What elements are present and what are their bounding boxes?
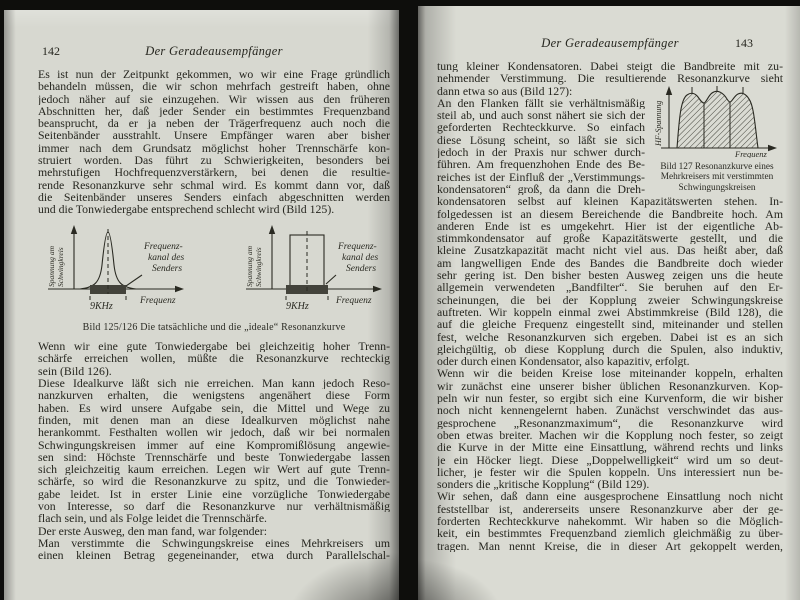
bandwidth-label: 9KHz xyxy=(90,300,113,312)
text-line: führen. Am frequenzhohen Ende des Be- xyxy=(437,158,645,171)
text-line: forderten Rechteckkurve nahekommt. Wir haben so die Möglich- xyxy=(437,514,783,528)
text-line: licher, je fester wir die Spulen koppeln. Uns interessiert nun be- xyxy=(437,465,783,479)
text-line: oben etwas breiter. Machen wir die Kopplung noch fester, so zeigt xyxy=(437,428,783,442)
x-arrow xyxy=(373,285,382,291)
text-line: stimmkondensator auf große Kapazitätswerte gestellt, und die xyxy=(437,232,783,245)
text-line: nanzkurven erhalten, die wenigstens angenähert diese Form xyxy=(38,389,390,402)
text-line: keit, ein bestimmtes Frequenzband ziemlich gleichmäßig zu über- xyxy=(437,527,783,540)
paragraph xyxy=(437,367,783,490)
figure-caption xyxy=(651,162,783,193)
text-line: noch nicht kennengelernt haben. Zunächst verschwindet das aus- xyxy=(437,404,783,417)
text-line: Wenn wir eine gute Tonwiedergabe bei gleichzeitig hoher Trenn- xyxy=(38,340,390,353)
text-line: von Interesse, so darf die Resonanzkurve nur verhältnismäßig xyxy=(38,500,390,513)
text-line: Abschnitten her, daß jeder Sender ein bestimmtes Frequenzband xyxy=(38,104,390,118)
text-line: Wir sehen, daß dann eine ausgesprochene Einsattlung noch nicht xyxy=(437,490,783,503)
text-line: sen sind: Höchste Trennschärfe und beste Tonwiedergabe lassen xyxy=(38,450,390,464)
channel-label: Senders xyxy=(346,263,377,274)
page-header xyxy=(38,44,390,60)
text-line: behandeln müssen, die wir schon mehrfach gestreift haben, ohne xyxy=(38,80,390,93)
text-line: Wenn wir die beiden Kreise lose miteinander koppeln, erhalten xyxy=(437,367,783,380)
text-line: kondensatoren“ groß, da dann die Dreh- xyxy=(437,182,645,196)
text-line: steil ab, und auch sonst nähert sie sich der xyxy=(437,109,645,122)
text-line: folgedessen ist an diesem Bereichende die Bandbreite hoch. Am xyxy=(437,207,783,220)
figure-125-126 xyxy=(38,223,390,335)
x-axis-label: Frequenz xyxy=(336,295,372,306)
running-title: Der Geradeausempfänger xyxy=(145,44,283,58)
text-line: und die Tonwiedergabe entsprechend schlecht wird (Bild 125). xyxy=(38,203,335,216)
text-line: auf die gleiche Frequenz eingestellt sind, miteinander und stellen xyxy=(437,318,783,331)
paragraph xyxy=(38,340,390,377)
text-line: jedoch in der Praxis nur schwer durch- xyxy=(437,146,645,159)
bandfilter-curve-svg xyxy=(651,84,783,158)
text-line: feststellbar ist, andererseits unsere Resonanzkurve aber der ge- xyxy=(437,502,783,515)
text-line: schärfe, so wird die Resonanzkurve zu spitz, und die Tonwieder- xyxy=(38,475,390,488)
text-line: am langwelligen Ende des Bandes die Bandbreite doch wieder xyxy=(437,256,783,270)
text-line: je ein Höcker liegt. Diese „Doppelwelligkeit“ wird um so deut- xyxy=(437,453,783,466)
text-line: Seitenbänder ausstrahlt. Unsere Empfänger waren aber bisher xyxy=(38,129,390,142)
text-line: haben. Es wird unsere Aufgabe sein, die Mittel und Wege zu xyxy=(38,401,390,414)
page-number: 142 xyxy=(42,44,60,58)
text-line: die Kurve in der Mitte eine Einsattlung, während rechts und links xyxy=(437,441,783,454)
paragraph xyxy=(437,97,645,195)
resonance-curves-svg xyxy=(38,223,390,317)
paragraph xyxy=(38,537,390,562)
text-line: reiches ist der Einfluß der „Verstimmungs- xyxy=(437,170,645,183)
text-line: wir zunächst eine unserer bisher üblichen Resonanzkurven. Kop- xyxy=(437,379,783,393)
text-line: jedoch näher auf sie einzugehen. Wir wissen aus den früheren xyxy=(38,92,390,105)
text-line: struiert worden. Das führt zu Schwierigkeiten, besonders bei xyxy=(38,154,390,167)
text-line: Der erste Ausweg, den man fand, war folgender: xyxy=(38,524,267,537)
text-line: Es ist nun der Zeitpunkt gekommen, wo wir eine Frage gründlich xyxy=(38,68,390,81)
y-axis-label: Schwingkreis xyxy=(254,246,263,287)
channel-label: Frequenz- xyxy=(144,241,183,252)
text-line: auftreten. Wir koppeln einmal zwei Abstimmkreise (Bild 128), die xyxy=(437,305,783,319)
right-page xyxy=(418,6,800,600)
paragraph xyxy=(38,68,390,216)
text-line: diese Lösung scheint, so läßt sie sich xyxy=(437,133,645,147)
text-line: anderen Ende ist es umgekehrt. Hier ist der eigentliche Ab- xyxy=(437,219,783,233)
channel-label: Senders xyxy=(152,263,183,274)
running-title: Der Geradeausempfänger xyxy=(541,36,679,50)
y-axis-label: Spannung am xyxy=(245,245,254,287)
text-line: sonders die „kritische Kopplung“ (Bild 129). xyxy=(437,478,650,491)
paragraph xyxy=(437,195,783,367)
text-line: flach sein, und als Folge leidet die Trennschärfe. xyxy=(38,512,268,525)
text-line: tung kleiner Kondensatoren. Dabei steigt die Bandbreite mit zu- xyxy=(437,60,783,73)
text-line: Schwingungskreisen immer auf eine Kompromißlösung angewie- xyxy=(38,438,390,451)
text-line: Man verstimmte die Schwingungskreise eines Mehrkreisers um xyxy=(38,536,390,550)
text-line: sich gleichzeitig kaum erreichen. Legen wir Wert auf gute Trenn- xyxy=(38,463,390,476)
text-line: Diese Idealkurve läßt sich nie erreichen. Man kann jedoch Reso- xyxy=(38,377,390,390)
x-arrow xyxy=(768,145,777,151)
text-line: dann etwa so aus (Bild 127): xyxy=(437,84,573,97)
text-line: gesprochene „Resonanzmaximum“, die Resonanzkurve wird xyxy=(437,416,783,429)
text-line: An den Flanken fällt sie verhältnismäßig xyxy=(437,96,645,110)
bandwidth-label: 9KHz xyxy=(286,300,309,312)
text-line: peln wir nun fester, so ergibt sich eine Kurvenform, die wir bisher xyxy=(437,392,783,405)
x-arrow xyxy=(175,285,184,291)
pointer-line xyxy=(326,275,336,284)
figure-caption-line: Mehrkreisers mit verstimmten xyxy=(660,172,774,183)
hatched-resonance-curve xyxy=(677,91,758,148)
band-ticks xyxy=(90,296,126,300)
channel-label: Frequenz- xyxy=(338,241,377,252)
left-page xyxy=(4,10,399,600)
band-ticks xyxy=(286,296,328,300)
text-line: nehmender Verstimmung. Die resultierende Resonanzkurve sieht xyxy=(437,72,783,85)
text-line: geforderten Rechteckkurve. So einfach xyxy=(437,121,645,134)
figure-caption-line: Schwingungskreisen xyxy=(678,182,756,193)
pointer-line xyxy=(126,275,142,286)
text-line: beansprucht, da er ja neben der Trägerfrequenz auch noch die xyxy=(38,117,390,130)
text-line: fest, welche Resonanzkurven sich ergeben. Dabei ist es an sich xyxy=(437,330,783,343)
text-line: scheinungen, die bei der Kopplung zweier Schwingungskreise xyxy=(437,293,783,306)
page-header xyxy=(437,36,783,52)
body-text xyxy=(38,68,390,562)
text-line: schärfe erreichen wollen, müßte die Resonanzkurve rechteckig xyxy=(38,352,390,365)
figure-127 xyxy=(651,84,783,193)
body-text xyxy=(437,60,783,552)
text-line: die Seitenbänder unseres Senders einfach abgeschnitten werden xyxy=(38,190,390,204)
y-arrow xyxy=(71,225,77,234)
channel-label: kanal des xyxy=(148,252,185,263)
paragraph xyxy=(437,490,783,551)
text-line: sein (Bild 126). xyxy=(38,364,112,378)
text-line: mehrstufigen Hochfrequenzverstärkern, bei denen die resultie- xyxy=(38,166,390,179)
text-line: gabe leidet. Ist in erster Linie eine vorzügliche Tonwiedergabe xyxy=(38,487,390,501)
text-line: kleine Zusatzkapazität macht nicht viel aus. Das heißt aber, daß xyxy=(437,244,783,257)
text-line: gleichgültig, ob diese Kopplung durch die Spulen, also induktiv, xyxy=(437,342,783,356)
text-line: kondensatoren selbst auf kleinen Kapazitätswerten stehen. In- xyxy=(437,195,783,208)
text-line: allgemein verwendeten „Bandfilter“. Sie beruhen auf den Er- xyxy=(437,281,783,294)
text-line: rende Resonanzkurve sehr schmal wird. Es kommt dann vor, daß xyxy=(38,178,390,191)
figure-caption-line: Bild 127 Resonanzkurve eines xyxy=(660,162,774,173)
text-line: einen kleinen Betrag gegeneinander, etwa durch Parallelschal- xyxy=(38,549,390,562)
text-line: immer nach dem Grundsatz möglichst hoher Trennschärfe kon- xyxy=(38,141,390,155)
paragraph xyxy=(38,525,390,537)
y-axis-label: Spannung am xyxy=(47,245,56,287)
text-line: finden, mit denen man an diese Idealkurven möglichst nahe xyxy=(38,413,390,427)
channel-label: kanal des xyxy=(342,252,379,263)
y-axis-label: HF-Spannung xyxy=(654,100,663,146)
x-axis-label: Frequenz xyxy=(140,295,176,306)
y-axis-label: Schwingkreis xyxy=(56,246,65,287)
text-line: tragen. Man nennt Kreise, die in dieser Art gekoppelt werden, xyxy=(437,539,783,552)
text-line: sehr gering ist. Den bisher besten Ausweg zeigen uns die heute xyxy=(437,269,783,282)
text-figure-row xyxy=(437,97,783,195)
text-line: herankommt. Festhalten wollen wir jedoch, daß wir bei normalen xyxy=(38,426,390,439)
y-arrow xyxy=(666,86,672,95)
figure-caption: Bild 125/126 Die tatsächliche und die „ideale“ Resonanzkurve xyxy=(82,321,346,333)
paragraph xyxy=(38,377,390,525)
y-arrow xyxy=(269,225,275,234)
x-axis-label: Frequenz xyxy=(735,148,767,158)
page-number: 143 xyxy=(735,36,753,50)
text-line: oder durch einen Kondensator, also kapazitiv, erfolgt. xyxy=(437,355,690,368)
